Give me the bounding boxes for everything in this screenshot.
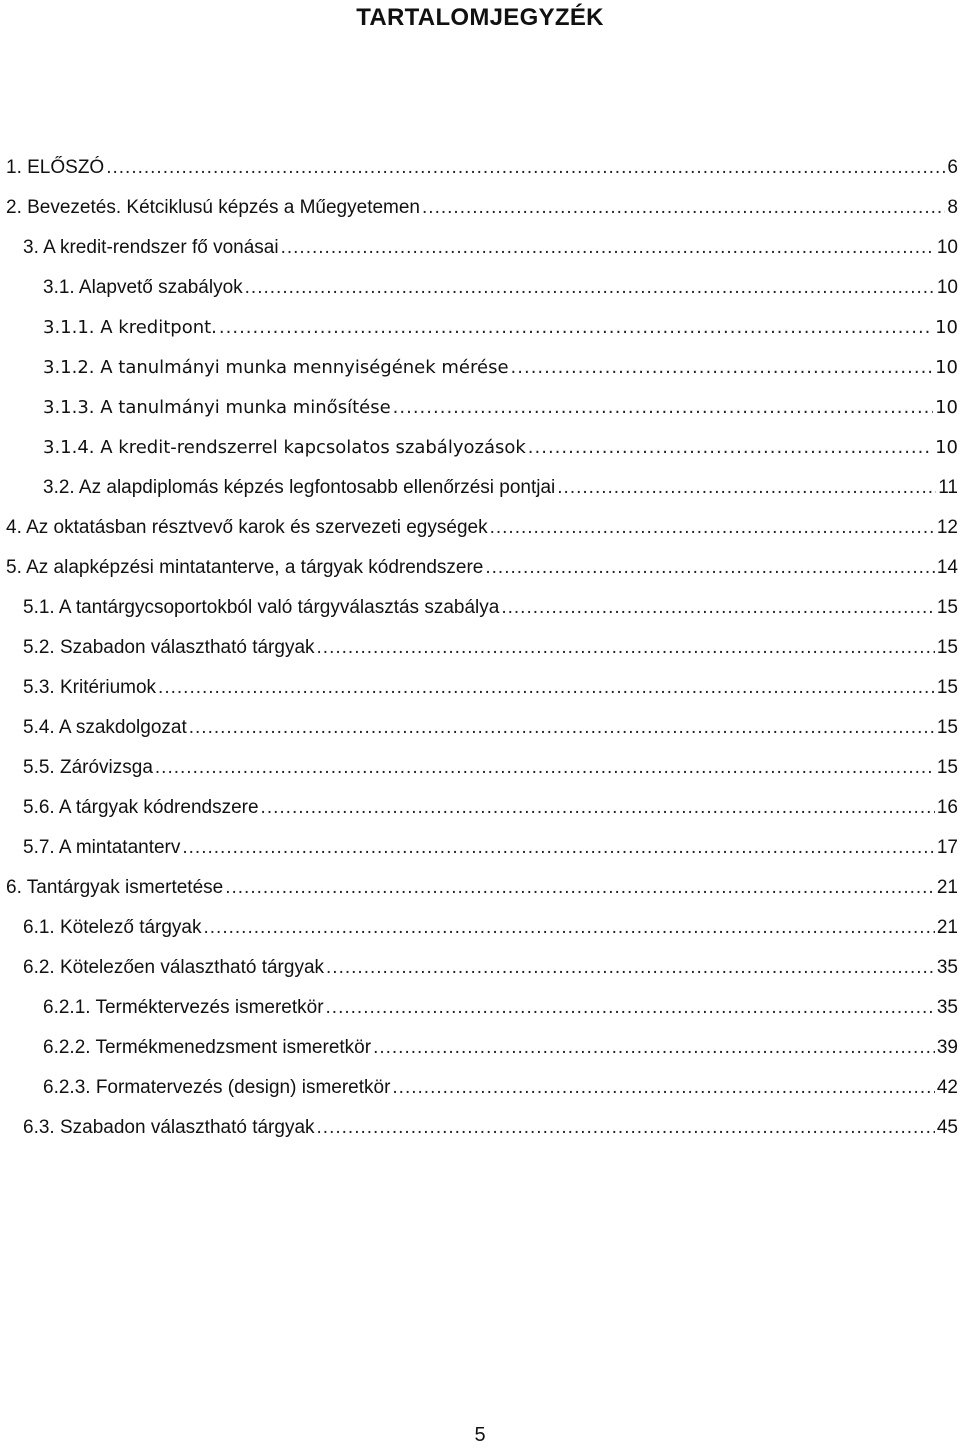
toc-entry-page: 15 <box>936 677 958 698</box>
toc-entry-page: 6 <box>947 157 958 178</box>
toc-entry-page: 10 <box>936 277 958 298</box>
toc-entry-label: 6.2.1. Terméktervezés ismeretkör <box>43 997 324 1018</box>
toc-entry-page: 10 <box>935 317 958 338</box>
toc-entry-page: 21 <box>936 877 958 898</box>
toc-entry-label: 5. Az alapképzési mintatanterve, a tárgyak kódrendszere <box>6 557 484 578</box>
toc-leader <box>158 668 935 708</box>
toc-entry[interactable] <box>0 1068 960 1108</box>
toc-entry-page: 16 <box>936 797 958 818</box>
toc-entry[interactable] <box>0 548 960 588</box>
toc-entry[interactable] <box>0 348 960 388</box>
toc-entry-label: 6.2.3. Formatervezés (design) ismeretkör <box>43 1077 391 1098</box>
toc-entry[interactable] <box>0 388 960 428</box>
toc-entry-page: 12 <box>936 517 958 538</box>
toc-leader <box>245 268 935 308</box>
toc-leader <box>317 1108 935 1148</box>
toc-entry-page: 39 <box>936 1037 958 1058</box>
toc-entry-page: 10 <box>935 357 958 378</box>
toc-entry[interactable] <box>0 1108 960 1148</box>
toc-entry[interactable] <box>0 308 960 348</box>
toc-leader <box>204 908 935 948</box>
toc-entry-page: 15 <box>936 597 958 618</box>
toc-entry[interactable] <box>0 268 960 308</box>
toc-entry[interactable] <box>0 1028 960 1068</box>
toc-entry-page: 10 <box>935 437 958 458</box>
toc-leader <box>501 588 935 628</box>
toc-entry[interactable] <box>0 868 960 908</box>
toc-entry[interactable] <box>0 948 960 988</box>
toc-entry-label: 5.5. Záróvizsga <box>23 757 153 778</box>
toc-entry-label: 6.2. Kötelezően választható tárgyak <box>23 957 325 978</box>
toc-entry-label: 5.2. Szabadon választható tárgyak <box>23 637 315 658</box>
toc-entry-label: 3.1.1. A kreditpont. <box>43 317 217 338</box>
toc-entry-label: 3.1.3. A tanulmányi munka minősítése <box>43 397 391 418</box>
toc-entry-page: 15 <box>936 637 958 658</box>
toc-entry-page: 15 <box>936 717 958 738</box>
table-of-contents <box>0 148 960 1148</box>
toc-entry[interactable] <box>0 428 960 468</box>
toc-leader <box>490 508 935 548</box>
toc-leader <box>422 188 945 228</box>
toc-entry-label: 2. Bevezetés. Kétciklusú képzés a Műegyetemen <box>6 197 421 218</box>
toc-entry-label: 5.7. A mintatanterv <box>23 837 181 858</box>
toc-entry-page: 8 <box>947 197 958 218</box>
toc-leader <box>261 788 935 828</box>
toc-entry-label: 5.4. A szakdolgozat <box>23 717 187 738</box>
toc-entry[interactable] <box>0 148 960 188</box>
toc-entry-label: 5.1. A tantárgycsoportokból való tárgyválasztás szabálya <box>23 597 500 618</box>
toc-entry[interactable] <box>0 828 960 868</box>
toc-entry[interactable] <box>0 508 960 548</box>
toc-entry-page: 10 <box>936 237 958 258</box>
toc-entry-label: 3.1.4. A kredit-rendszerrel kapcsolatos szabályozások <box>43 437 526 458</box>
toc-leader <box>182 828 934 868</box>
toc-entry-page: 35 <box>936 997 958 1018</box>
toc-entry[interactable] <box>0 628 960 668</box>
toc-leader <box>393 388 933 428</box>
toc-entry[interactable] <box>0 468 960 508</box>
page-number: 5 <box>474 1424 486 1446</box>
toc-entry-label: 3.2. Az alapdiplomás képzés legfontosabb ellenőrzési pontjai <box>43 477 556 498</box>
toc-leader <box>106 148 945 188</box>
toc-entry-page: 45 <box>936 1117 958 1138</box>
toc-leader <box>225 868 935 908</box>
toc-leader <box>557 468 936 508</box>
page-title: TARTALOMJEGYZÉK <box>356 4 604 31</box>
toc-entry-page: 42 <box>936 1077 958 1098</box>
toc-leader <box>281 228 935 268</box>
toc-entry-label: 1. ELŐSZÓ <box>6 157 105 178</box>
toc-entry-page: 14 <box>936 557 958 578</box>
toc-leader <box>373 1028 935 1068</box>
toc-entry[interactable] <box>0 228 960 268</box>
toc-leader <box>189 708 935 748</box>
toc-leader <box>511 348 934 388</box>
toc-entry-label: 5.6. A tárgyak kódrendszere <box>23 797 259 818</box>
toc-entry-page: 21 <box>936 917 958 938</box>
toc-entry-label: 3.1.2. A tanulmányi munka mennyiségének mérése <box>43 357 509 378</box>
toc-entry-label: 6. Tantárgyak ismertetése <box>6 877 224 898</box>
toc-leader <box>155 748 935 788</box>
toc-entry-page: 17 <box>936 837 958 858</box>
toc-entry-page: 10 <box>935 397 958 418</box>
toc-leader <box>392 1068 934 1108</box>
toc-entry-label: 6.3. Szabadon választható tárgyak <box>23 1117 315 1138</box>
toc-entry[interactable] <box>0 708 960 748</box>
toc-entry-label: 3.1. Alapvető szabályok <box>43 277 243 298</box>
toc-entry-page: 35 <box>936 957 958 978</box>
toc-entry-label: 3. A kredit-rendszer fő vonásai <box>23 237 279 258</box>
toc-entry[interactable] <box>0 988 960 1028</box>
toc-leader <box>219 308 933 348</box>
toc-entry[interactable] <box>0 188 960 228</box>
toc-entry[interactable] <box>0 788 960 828</box>
toc-entry[interactable] <box>0 668 960 708</box>
toc-entry-label: 6.1. Kötelező tárgyak <box>23 917 202 938</box>
toc-leader <box>485 548 934 588</box>
toc-leader <box>528 428 933 468</box>
toc-entry-label: 6.2.2. Termékmenedzsment ismeretkör <box>43 1037 372 1058</box>
toc-entry[interactable] <box>0 908 960 948</box>
toc-entry-page: 11 <box>938 477 958 498</box>
toc-leader <box>326 948 935 988</box>
toc-entry-page: 15 <box>936 757 958 778</box>
toc-leader <box>317 628 935 668</box>
toc-leader <box>326 988 935 1028</box>
toc-entry[interactable] <box>0 588 960 628</box>
toc-entry-label: 4. Az oktatásban résztvevő karok és szervezeti egységek <box>6 517 488 538</box>
toc-entry-label: 5.3. Kritériumok <box>23 677 157 698</box>
toc-entry[interactable] <box>0 748 960 788</box>
